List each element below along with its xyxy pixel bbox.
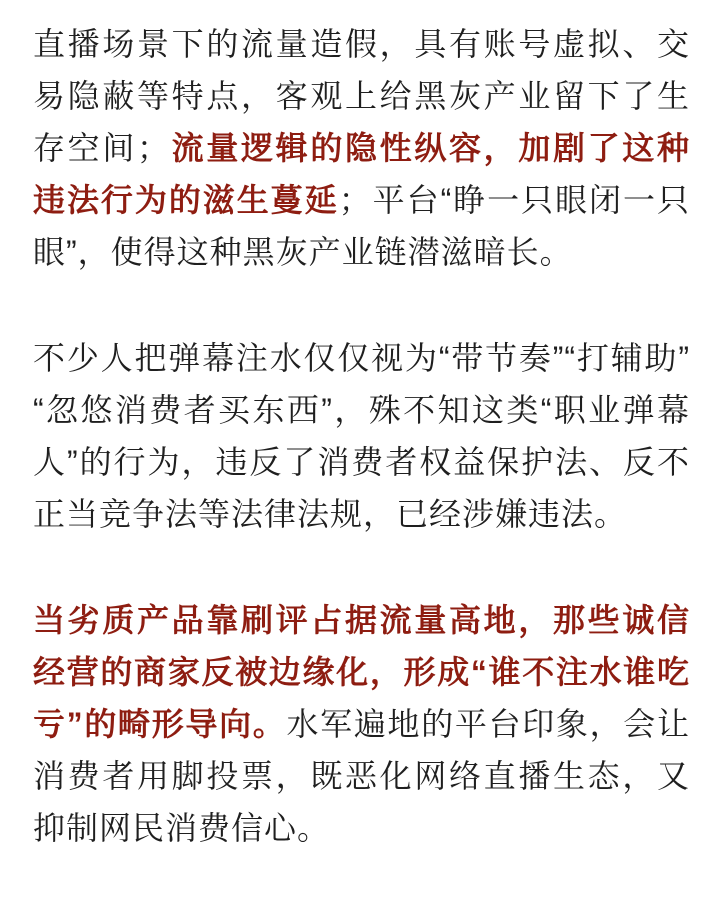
paragraph-1-highlight-text: 流量逻辑的隐性纵容，加剧了这种违法行为的滋生蔓延 <box>33 130 690 218</box>
paragraph-2-text: 不少人把弹幕注水仅仅视为“带节奏”“打辅助”“忽悠消费者买东西”，殊不知这类“职业弹幕人”的行为，违反了消费者权益保护法、反不正当竞争法等法律法规，已经涉嫌违法。 <box>33 340 690 532</box>
paragraph-1-lead-text: 直播场景下的流量造假，具有账号虚拟、交易隐蔽等特点，客观上给黑灰产业留下了生存空间； <box>33 26 690 166</box>
paragraph-1-tail-text: ；平台“睁一只眼闭一只眼”，使得这种黑灰产业链潜滋暗长。 <box>33 182 690 270</box>
paragraph-3-highlight-text: 当劣质产品靠刷评占据流量高地，那些诚信经营的商家反被边缘化，形成“谁不注水谁吃亏”的畸形导向。 <box>33 602 690 742</box>
paragraph-3-tail-text: 水军遍地的平台印象，会让消费者用脚投票，既恶化网络直播生态，又抑制网民消费信心。 <box>33 706 690 846</box>
paragraph-3 <box>33 594 690 854</box>
paragraph-1 <box>33 18 690 278</box>
paragraph-2 <box>33 332 690 540</box>
